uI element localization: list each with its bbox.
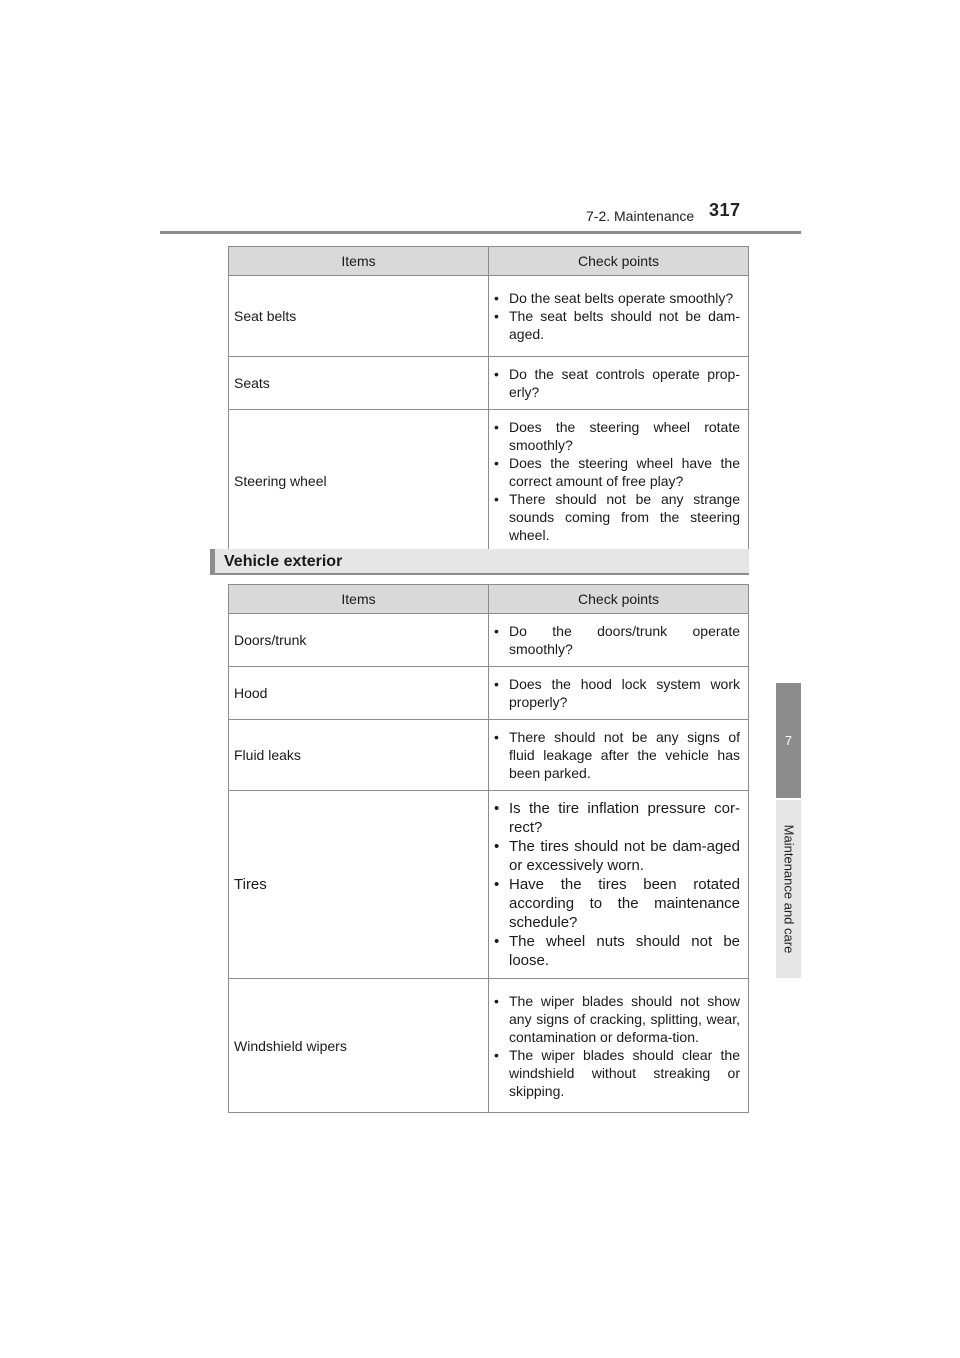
check-point: • Do the seat belts operate smoothly?: [494, 290, 734, 306]
check-points-cell: [489, 614, 749, 667]
check-point: • Do the doors/trunk operate smoothly?: [494, 623, 740, 657]
item-cell: Steering wheel: [229, 410, 489, 553]
table-row: [229, 410, 749, 553]
check-point: • There should not be any signs of fluid leakage after the vehicle has been parked.: [494, 729, 740, 781]
item-cell: Fluid leaks: [229, 720, 489, 791]
column-header-items: Items: [229, 585, 489, 614]
table-header-row: [229, 585, 749, 614]
table-row: [229, 720, 749, 791]
item-cell: Windshield wipers: [229, 979, 489, 1113]
item-cell: Tires: [229, 791, 489, 979]
check-point: • There should not be any strange sounds coming from the steering wheel.: [494, 491, 740, 543]
check-point: • Does the hood lock system work properly?: [494, 676, 740, 710]
check-point: • The wheel nuts should not be loose.: [494, 933, 740, 969]
section-heading: 7-2. Maintenance: [586, 208, 695, 224]
interior-check-table: [228, 246, 749, 553]
exterior-check-table: [228, 584, 749, 1113]
chapter-tab-title: [776, 800, 801, 978]
check-points-cell: [489, 276, 749, 357]
header-divider: [160, 231, 801, 234]
item-cell: Doors/trunk: [229, 614, 489, 667]
chapter-tab-number: 7: [776, 683, 801, 798]
check-point: • Is the tire inflation pressure cor-rect?: [494, 800, 740, 836]
check-point: • The seat belts should not be dam-aged.: [494, 308, 740, 342]
vehicle-exterior-heading: Vehicle exterior: [210, 549, 749, 575]
check-points-cell: [489, 357, 749, 410]
table-row: [229, 276, 749, 357]
column-header-check-points: Check points: [489, 585, 749, 614]
check-point: • The wiper blades should clear the windshield without streaking or skipping.: [494, 1046, 740, 1099]
table-row: [229, 614, 749, 667]
page-number: 317: [709, 200, 741, 220]
check-point: • The wiper blades should not show any signs of cracking, splitting, wear, contamination or deforma-tion.: [494, 992, 740, 1045]
item-cell: Hood: [229, 667, 489, 720]
check-points-cell: [489, 979, 749, 1113]
check-points-cell: [489, 720, 749, 791]
column-header-items: Items: [229, 247, 489, 276]
table-row: [229, 667, 749, 720]
check-point: • The tires should not be dam-aged or excessively worn.: [494, 838, 740, 874]
table-row: [229, 357, 749, 410]
check-points-cell: [489, 791, 749, 979]
check-point: • Have the tires been rotated according to the maintenance schedule?: [494, 876, 740, 931]
check-point: • Does the steering wheel have the correct amount of free play?: [494, 455, 740, 489]
chapter-tab-title-text: Maintenance and care: [781, 824, 796, 954]
item-cell: Seat belts: [229, 276, 489, 357]
check-points-cell: [489, 410, 749, 553]
check-point: • Do the seat controls operate prop-erly?: [494, 366, 740, 400]
table-header-row: [229, 247, 749, 276]
table-row: [229, 979, 749, 1113]
check-point: • Does the steering wheel rotate smoothly?: [494, 419, 740, 453]
check-points-cell: [489, 667, 749, 720]
item-cell: Seats: [229, 357, 489, 410]
table-row: [229, 791, 749, 979]
column-header-check-points: Check points: [489, 247, 749, 276]
